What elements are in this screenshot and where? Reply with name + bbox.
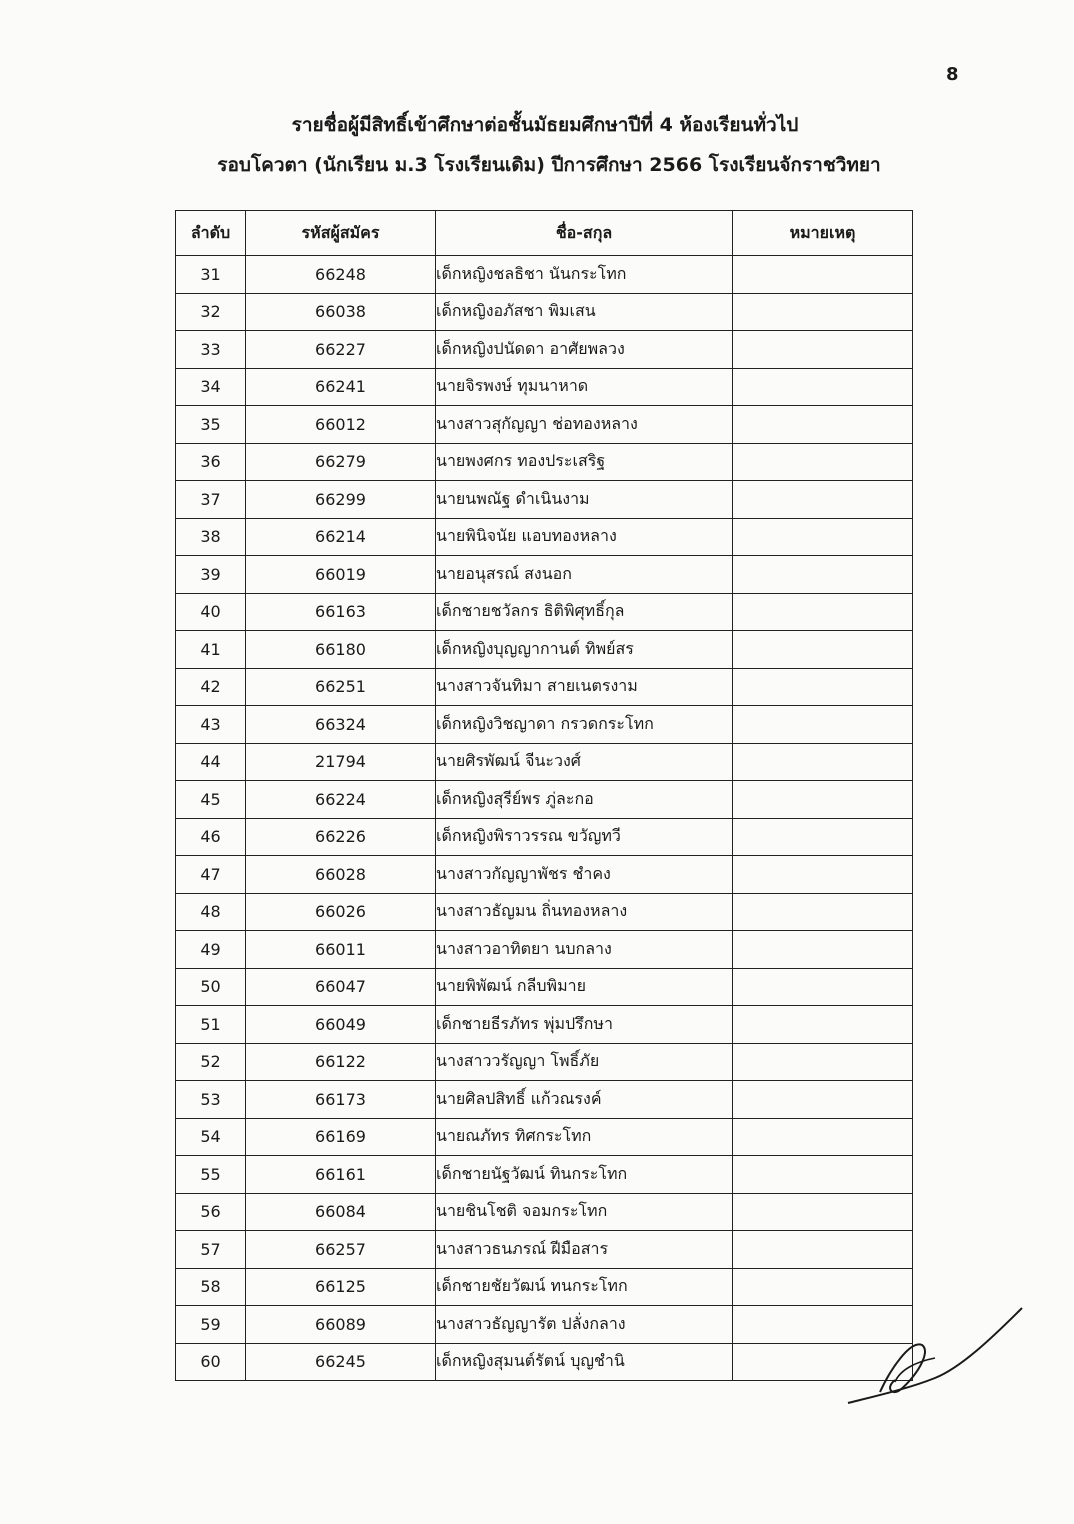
cell-applicant-id: 66245 (246, 1343, 436, 1381)
cell-note (733, 256, 913, 294)
cell-name: นายอนุสรณ์ สงนอก (436, 556, 733, 594)
table-row (176, 256, 913, 294)
cell-name: เด็กหญิงบุญญากานต์ ทิพย์สร (436, 631, 733, 669)
cell-applicant-id: 66214 (246, 518, 436, 556)
table-row (176, 706, 913, 744)
cell-applicant-id: 66028 (246, 856, 436, 894)
cell-no: 38 (176, 518, 246, 556)
signature-image (840, 1300, 1030, 1410)
page-number: 8 (946, 64, 959, 85)
table-row (176, 818, 913, 856)
cell-no: 31 (176, 256, 246, 294)
cell-no: 59 (176, 1306, 246, 1344)
cell-applicant-id: 66173 (246, 1081, 436, 1119)
table-row (176, 1043, 913, 1081)
cell-name: นางสาวกัญญาพัชร ชำคง (436, 856, 733, 894)
cell-applicant-id: 66226 (246, 818, 436, 856)
cell-no: 51 (176, 1006, 246, 1044)
cell-name: เด็กหญิงสุมนต์รัตน์ บุญชำนิ (436, 1343, 733, 1381)
cell-name: เด็กชายธีรภัทร พุ่มปรึกษา (436, 1006, 733, 1044)
cell-name: นางสาวธนภรณ์ ฝีมือสาร (436, 1231, 733, 1269)
cell-name: นายศิลปสิทธิ์ แก้วณรงค์ (436, 1081, 733, 1119)
document-title: รายชื่อผู้มีสิทธิ์เข้าศึกษาต่อชั้นมัธยมศึกษาปีที่ 4 ห้องเรียนทั่วไป (291, 114, 799, 136)
table-row (176, 931, 913, 969)
cell-no: 47 (176, 856, 246, 894)
cell-no: 60 (176, 1343, 246, 1381)
table-row (176, 593, 913, 631)
cell-applicant-id: 66163 (246, 593, 436, 631)
cell-note (733, 781, 913, 819)
cell-no: 33 (176, 331, 246, 369)
cell-no: 39 (176, 556, 246, 594)
cell-no: 48 (176, 893, 246, 931)
cell-applicant-id: 66125 (246, 1268, 436, 1306)
table-row (176, 518, 913, 556)
cell-no: 36 (176, 443, 246, 481)
cell-no: 35 (176, 406, 246, 444)
table-row (176, 1081, 913, 1119)
cell-name: เด็กหญิงปนัดดา อาศัยพลวง (436, 331, 733, 369)
cell-no: 55 (176, 1156, 246, 1194)
table-row (176, 1156, 913, 1194)
cell-note (733, 331, 913, 369)
header-note: หมายเหตุ (733, 211, 913, 256)
cell-note (733, 1043, 913, 1081)
cell-applicant-id: 66279 (246, 443, 436, 481)
cell-note (733, 631, 913, 669)
cell-applicant-id: 66038 (246, 293, 436, 331)
cell-note (733, 406, 913, 444)
cell-applicant-id: 66047 (246, 968, 436, 1006)
cell-no: 57 (176, 1231, 246, 1269)
cell-note (733, 556, 913, 594)
cell-no: 43 (176, 706, 246, 744)
applicant-table (175, 210, 913, 1381)
header-name: ชื่อ-สกุล (436, 211, 733, 256)
cell-note (733, 893, 913, 931)
cell-no: 32 (176, 293, 246, 331)
cell-note (733, 1193, 913, 1231)
cell-applicant-id: 66122 (246, 1043, 436, 1081)
cell-applicant-id: 66161 (246, 1156, 436, 1194)
table-row (176, 743, 913, 781)
cell-name: นางสาวธัญญารัต ปลั่งกลาง (436, 1306, 733, 1344)
header-no: ลำดับ (176, 211, 246, 256)
cell-name: นางสาวอาทิตยา นบกลาง (436, 931, 733, 969)
cell-name: นายพงศกร ทองประเสริฐ (436, 443, 733, 481)
cell-name: นายพินิจนัย แอบทองหลาง (436, 518, 733, 556)
cell-note (733, 1118, 913, 1156)
cell-note (733, 1231, 913, 1269)
cell-applicant-id: 66019 (246, 556, 436, 594)
table-row (176, 1306, 913, 1344)
cell-applicant-id: 66012 (246, 406, 436, 444)
cell-no: 37 (176, 481, 246, 519)
cell-applicant-id: 66227 (246, 331, 436, 369)
cell-note (733, 593, 913, 631)
cell-note (733, 818, 913, 856)
cell-applicant-id: 66049 (246, 1006, 436, 1044)
cell-name: นายจิรพงษ์ ทุมนาหาด (436, 368, 733, 406)
cell-no: 49 (176, 931, 246, 969)
cell-applicant-id: 66084 (246, 1193, 436, 1231)
cell-applicant-id: 66324 (246, 706, 436, 744)
cell-applicant-id: 66180 (246, 631, 436, 669)
cell-name: เด็กชายนัฐวัฒน์ ทินกระโทก (436, 1156, 733, 1194)
cell-name: นางสาวธัญมน ถิ่นทองหลาง (436, 893, 733, 931)
table-row (176, 443, 913, 481)
table-row (176, 331, 913, 369)
cell-note (733, 668, 913, 706)
cell-applicant-id: 66169 (246, 1118, 436, 1156)
table-header-row (176, 211, 913, 256)
cell-note (733, 293, 913, 331)
cell-no: 34 (176, 368, 246, 406)
table-row (176, 1268, 913, 1306)
cell-note (733, 1081, 913, 1119)
header-applicant-id: รหัสผู้สมัคร (246, 211, 436, 256)
cell-name: นายศิรพัฒน์ จีนะวงศ์ (436, 743, 733, 781)
cell-name: เด็กชายชัยวัฒน์ ทนกระโทก (436, 1268, 733, 1306)
table-row (176, 556, 913, 594)
document-subtitle: รอบโควตา (นักเรียน ม.3 โรงเรียนเดิม) ปีการศึกษา 2566 โรงเรียนจักราชวิทยา (217, 154, 881, 176)
cell-note (733, 931, 913, 969)
cell-no: 46 (176, 818, 246, 856)
table-row (176, 368, 913, 406)
cell-no: 42 (176, 668, 246, 706)
cell-applicant-id: 21794 (246, 743, 436, 781)
cell-applicant-id: 66257 (246, 1231, 436, 1269)
table-row (176, 668, 913, 706)
cell-note (733, 443, 913, 481)
table-body (176, 256, 913, 1381)
table-row (176, 1343, 913, 1381)
cell-applicant-id: 66248 (246, 256, 436, 294)
table-row (176, 406, 913, 444)
table-row (176, 1006, 913, 1044)
table-row (176, 631, 913, 669)
cell-applicant-id: 66089 (246, 1306, 436, 1344)
cell-name: นายณภัทร ทิศกระโทก (436, 1118, 733, 1156)
cell-no: 50 (176, 968, 246, 1006)
cell-note (733, 1156, 913, 1194)
cell-no: 56 (176, 1193, 246, 1231)
cell-note (733, 1006, 913, 1044)
cell-no: 40 (176, 593, 246, 631)
cell-name: นางสาววรัญญา โพธิ์ภัย (436, 1043, 733, 1081)
cell-no: 44 (176, 743, 246, 781)
cell-name: นายชินโชติ จอมกระโทก (436, 1193, 733, 1231)
table-row (176, 293, 913, 331)
cell-name: นายนพณัฐ ดำเนินงาม (436, 481, 733, 519)
cell-no: 54 (176, 1118, 246, 1156)
cell-no: 53 (176, 1081, 246, 1119)
cell-applicant-id: 66011 (246, 931, 436, 969)
cell-note (733, 368, 913, 406)
cell-note (733, 518, 913, 556)
cell-applicant-id: 66224 (246, 781, 436, 819)
cell-no: 58 (176, 1268, 246, 1306)
cell-note (733, 706, 913, 744)
cell-no: 41 (176, 631, 246, 669)
cell-applicant-id: 66241 (246, 368, 436, 406)
table-row (176, 481, 913, 519)
table-row (176, 1193, 913, 1231)
table-row (176, 781, 913, 819)
cell-no: 45 (176, 781, 246, 819)
cell-name: เด็กหญิงสุรีย์พร ภู่ละกอ (436, 781, 733, 819)
cell-name: เด็กชายชวัลกร ธิติพิศุทธิ์กุล (436, 593, 733, 631)
cell-name: เด็กหญิงชลธิชา นันกระโทก (436, 256, 733, 294)
cell-note (733, 856, 913, 894)
table-row (176, 1231, 913, 1269)
cell-note (733, 481, 913, 519)
cell-name: เด็กหญิงพิราวรรณ ขวัญทวี (436, 818, 733, 856)
cell-name: นางสาวสุกัญญา ช่อทองหลาง (436, 406, 733, 444)
cell-name: เด็กหญิงวิชญาดา กรวดกระโทก (436, 706, 733, 744)
table-row (176, 1118, 913, 1156)
cell-applicant-id: 66299 (246, 481, 436, 519)
cell-applicant-id: 66251 (246, 668, 436, 706)
cell-applicant-id: 66026 (246, 893, 436, 931)
table-row (176, 856, 913, 894)
cell-no: 52 (176, 1043, 246, 1081)
cell-note (733, 968, 913, 1006)
table-row (176, 893, 913, 931)
cell-name: เด็กหญิงอภัสชา พิมเสน (436, 293, 733, 331)
table-row (176, 968, 913, 1006)
cell-note (733, 743, 913, 781)
cell-name: นายพิพัฒน์ กลีบพิมาย (436, 968, 733, 1006)
cell-name: นางสาวจันทิมา สายเนตรงาม (436, 668, 733, 706)
